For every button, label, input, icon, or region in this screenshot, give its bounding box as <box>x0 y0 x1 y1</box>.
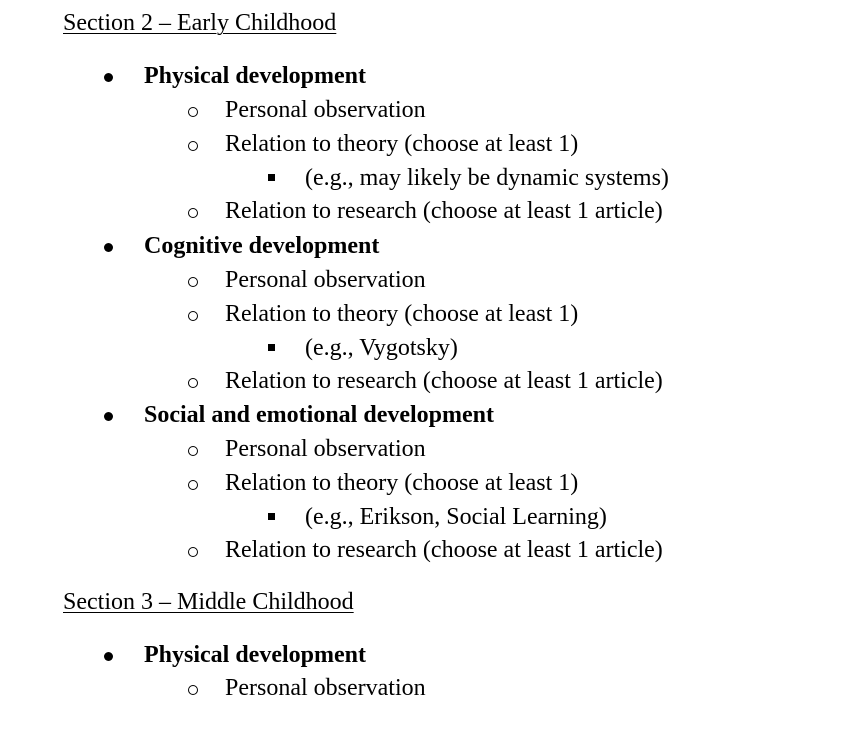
bullet-circle-icon <box>188 107 198 117</box>
bullet-square-icon <box>268 513 275 520</box>
bullet-circle-icon <box>188 208 198 218</box>
bullet-square-icon <box>268 344 275 351</box>
bullet-circle-icon <box>188 547 198 557</box>
sub-item-personal-observation: Personal observation <box>225 267 426 293</box>
sub-item-personal-observation: Personal observation <box>225 675 426 701</box>
bullet-circle-icon <box>188 311 198 321</box>
bullet-square-icon <box>268 174 275 181</box>
sub-item-relation-to-research: Relation to research (choose at least 1 article) <box>225 537 663 563</box>
sub-item-relation-to-research: Relation to research (choose at least 1 article) <box>225 368 663 394</box>
example-text: (e.g., Erikson, Social Learning) <box>305 504 607 530</box>
section-2-heading: Section 2 – Early Childhood <box>63 10 337 36</box>
item-cognitive-development: Cognitive development <box>144 233 380 259</box>
bullet-circle-icon <box>188 141 198 151</box>
bullet-disc-icon <box>104 73 113 82</box>
sub-item-relation-to-theory: Relation to theory (choose at least 1) <box>225 131 579 157</box>
bullet-disc-icon <box>104 412 113 421</box>
item-social-emotional-development: Social and emotional development <box>144 402 495 428</box>
sub-item-relation-to-theory: Relation to theory (choose at least 1) <box>225 470 579 496</box>
item-physical-development: Physical development <box>144 63 366 89</box>
bullet-circle-icon <box>188 446 198 456</box>
sub-item-relation-to-theory: Relation to theory (choose at least 1) <box>225 301 579 327</box>
bullet-circle-icon <box>188 277 198 287</box>
item-physical-development: Physical development <box>144 642 366 668</box>
bullet-circle-icon <box>188 378 198 388</box>
example-text: (e.g., Vygotsky) <box>305 335 458 361</box>
sub-item-relation-to-research: Relation to research (choose at least 1 article) <box>225 198 663 224</box>
sub-item-personal-observation: Personal observation <box>225 97 426 123</box>
bullet-disc-icon <box>104 652 113 661</box>
bullet-disc-icon <box>104 243 113 252</box>
sub-item-personal-observation: Personal observation <box>225 436 426 462</box>
bullet-circle-icon <box>188 480 198 490</box>
section-3-heading: Section 3 – Middle Childhood <box>63 589 354 615</box>
bullet-circle-icon <box>188 685 198 695</box>
example-text: (e.g., may likely be dynamic systems) <box>305 165 669 191</box>
